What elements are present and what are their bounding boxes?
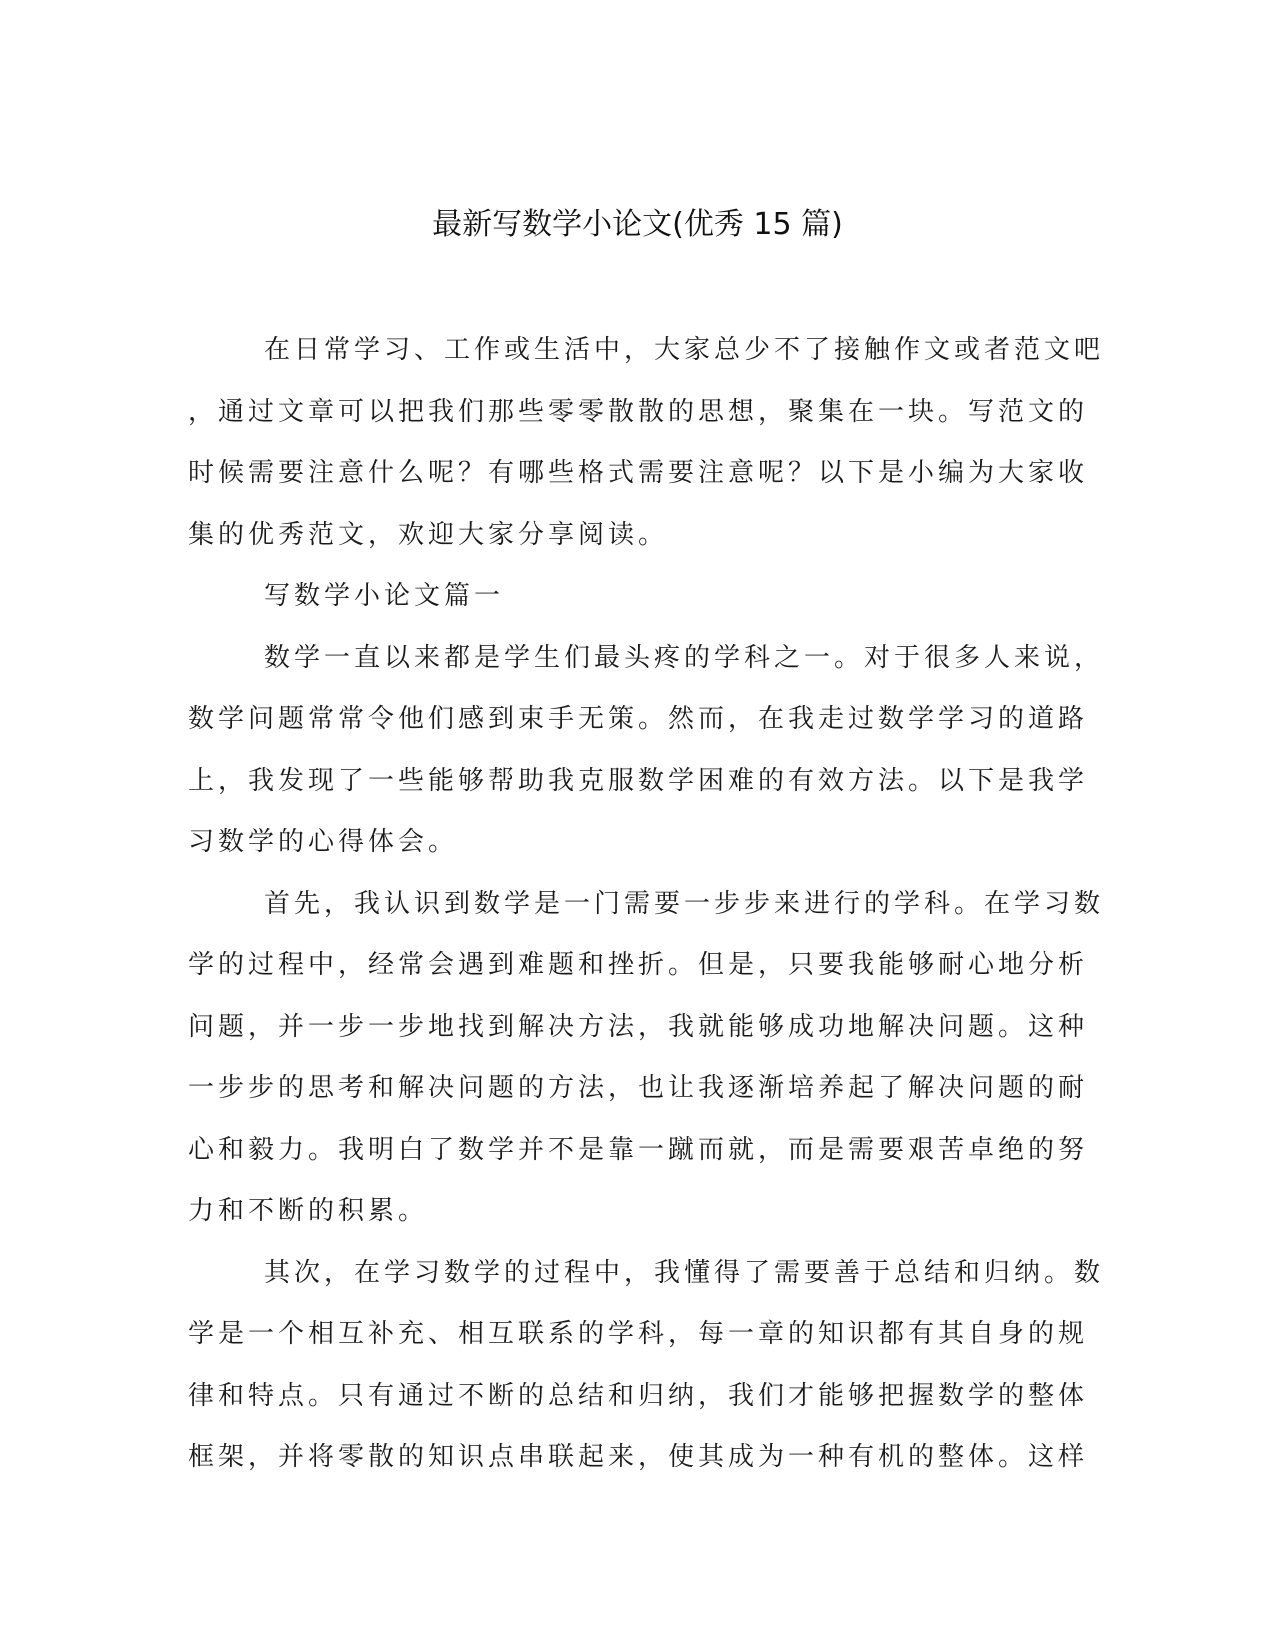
text-line: 集的优秀范文，欢迎大家分享阅读。 bbox=[188, 519, 669, 550]
text-line: 学的过程中，经常会遇到难题和挫折。但是，只要我能够耐心地分析 bbox=[188, 950, 1089, 980]
text-line: 律和特点。只有通过不断的总结和归纳，我们才能够把握数学的整体 bbox=[188, 1380, 1089, 1411]
text-line: 一步步的思考和解决问题的方法，也让我逐渐培养起了解决问题的耐 bbox=[188, 1073, 1089, 1103]
text-line: 习数学的心得体会。 bbox=[188, 827, 459, 857]
text-line: 问题，并一步一步地找到解决方法，我就能够成功地解决问题。这种 bbox=[188, 1011, 1089, 1042]
section-heading bbox=[188, 574, 1088, 636]
paragraph-intro bbox=[188, 328, 1105, 574]
text-line: 时候需要注意什么呢？有哪些格式需要注意呢？以下是小编为大家收 bbox=[188, 458, 1089, 488]
text-line: 数学一直以来都是学生们最头疼的学科之一。对于很多人来说， bbox=[264, 642, 1105, 673]
text-line: 框架，并将零散的知识点串联起来，使其成为一种有机的整体。这样 bbox=[188, 1442, 1089, 1472]
text-line: 上，我发现了一些能够帮助我克服数学困难的有效方法。以下是我学 bbox=[188, 765, 1089, 796]
paragraph-3 bbox=[188, 1251, 1105, 1497]
document-body bbox=[188, 328, 1105, 1497]
text-line: 首先，我认识到数学是一门需要一步步来进行的学科。在学习数 bbox=[264, 888, 1105, 919]
text-line: 在日常学习、工作或生活中，大家总少不了接触作文或者范文吧 bbox=[264, 335, 1105, 365]
text-line: ，通过文章可以把我们那些零零散散的思想，聚集在一块。写范文的 bbox=[188, 396, 1089, 427]
paragraph-2 bbox=[188, 882, 1105, 1251]
document-title: 最新写数学小论文(优秀 15 篇) bbox=[432, 207, 843, 242]
section-heading-text: 写数学小论文篇一 bbox=[264, 581, 505, 611]
text-line: 力和不断的积累。 bbox=[188, 1196, 429, 1226]
text-line: 学是一个相互补充、相互联系的学科，每一章的知识都有其自身的规 bbox=[188, 1319, 1089, 1349]
text-line: 心和毅力。我明白了数学并不是靠一蹴而就，而是需要艰苦卓绝的努 bbox=[188, 1134, 1089, 1165]
text-line: 数学问题常常令他们感到束手无策。然而，在我走过数学学习的道路 bbox=[188, 704, 1089, 734]
paragraph-1 bbox=[188, 636, 1105, 882]
text-line: 其次，在学习数学的过程中，我懂得了需要善于总结和归纳。数 bbox=[264, 1257, 1105, 1288]
